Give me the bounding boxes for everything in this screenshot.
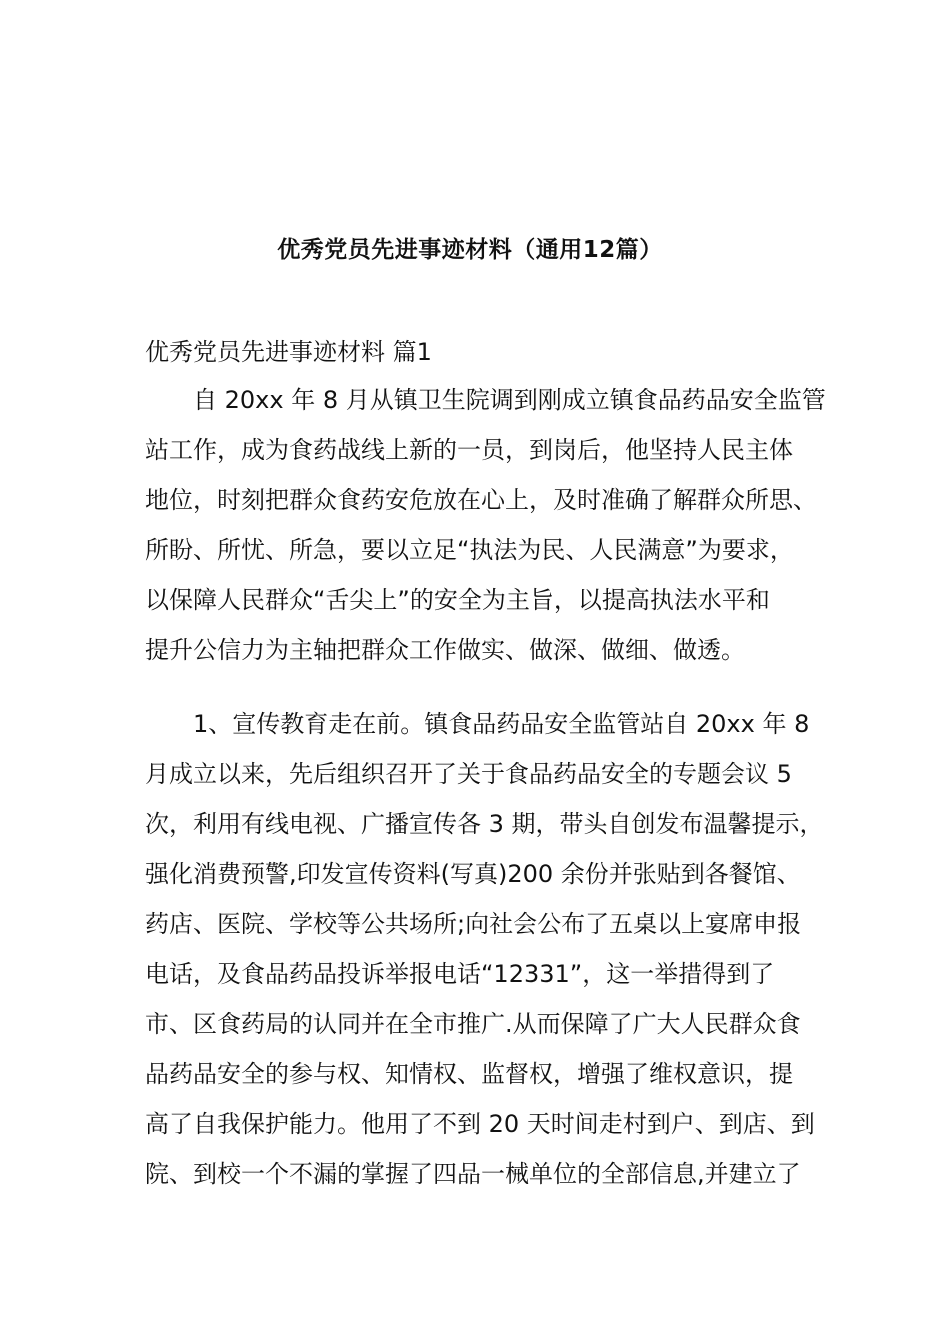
paragraph-line: 市、区食药局的认同并在全市推广.从而保障了广大人民群众食 — [145, 1010, 801, 1038]
paragraph-line: 次，利用有线电视、广播宣传各 3 期，带头自创发布温馨提示， — [145, 810, 824, 838]
paragraph-line: 1、宣传教育走在前。镇食品药品安全监管站自 20xx 年 8 — [193, 710, 810, 738]
paragraph-line: 站工作，成为食药战线上新的一员，到岗后，他坚持人民主体 — [145, 436, 793, 464]
paragraph-line: 地位，时刻把群众食药安危放在心上，及时准确了解群众所思、 — [145, 486, 817, 514]
paragraph-line: 高了自我保护能力。他用了不到 20 天时间走村到户、到店、到 — [145, 1110, 815, 1138]
section-heading: 优秀党员先进事迹材料 篇1 — [145, 338, 432, 366]
paragraph-line: 以保障人民群众“舌尖上”的安全为主旨，以提高执法水平和 — [145, 586, 770, 614]
paragraph-2 — [145, 704, 825, 1204]
document-title: 优秀党员先进事迹材料（通用12篇） — [277, 237, 663, 263]
paragraph-line: 电话，及食品药品投诉举报电话“12331”，这一举措得到了 — [145, 960, 775, 988]
paragraph-line: 所盼、所忧、所急，要以立足“执法为民、人民满意”为要求， — [145, 536, 794, 564]
paragraph-line: 品药品安全的参与权、知情权、监督权，增强了维权意识，提 — [145, 1060, 793, 1088]
paragraph-line: 月成立以来，先后组织召开了关于食品药品安全的专题会议 5 — [145, 760, 792, 788]
paragraph-line: 提升公信力为主轴把群众工作做实、做深、做细、做透。 — [145, 636, 745, 664]
paragraph-1 — [145, 380, 825, 680]
paragraph-line: 药店、医院、学校等公共场所;向社会公布了五桌以上宴席申报 — [145, 910, 802, 938]
paragraph-line: 院、到校一个不漏的掌握了四品一械单位的全部信息,并建立了 — [145, 1160, 801, 1188]
paragraph-line: 自 20xx 年 8 月从镇卫生院调到刚成立镇食品药品安全监管 — [193, 386, 826, 414]
paragraph-line: 强化消费预警,印发宣传资料(写真)200 余份并张贴到各餐馆、 — [145, 860, 801, 888]
